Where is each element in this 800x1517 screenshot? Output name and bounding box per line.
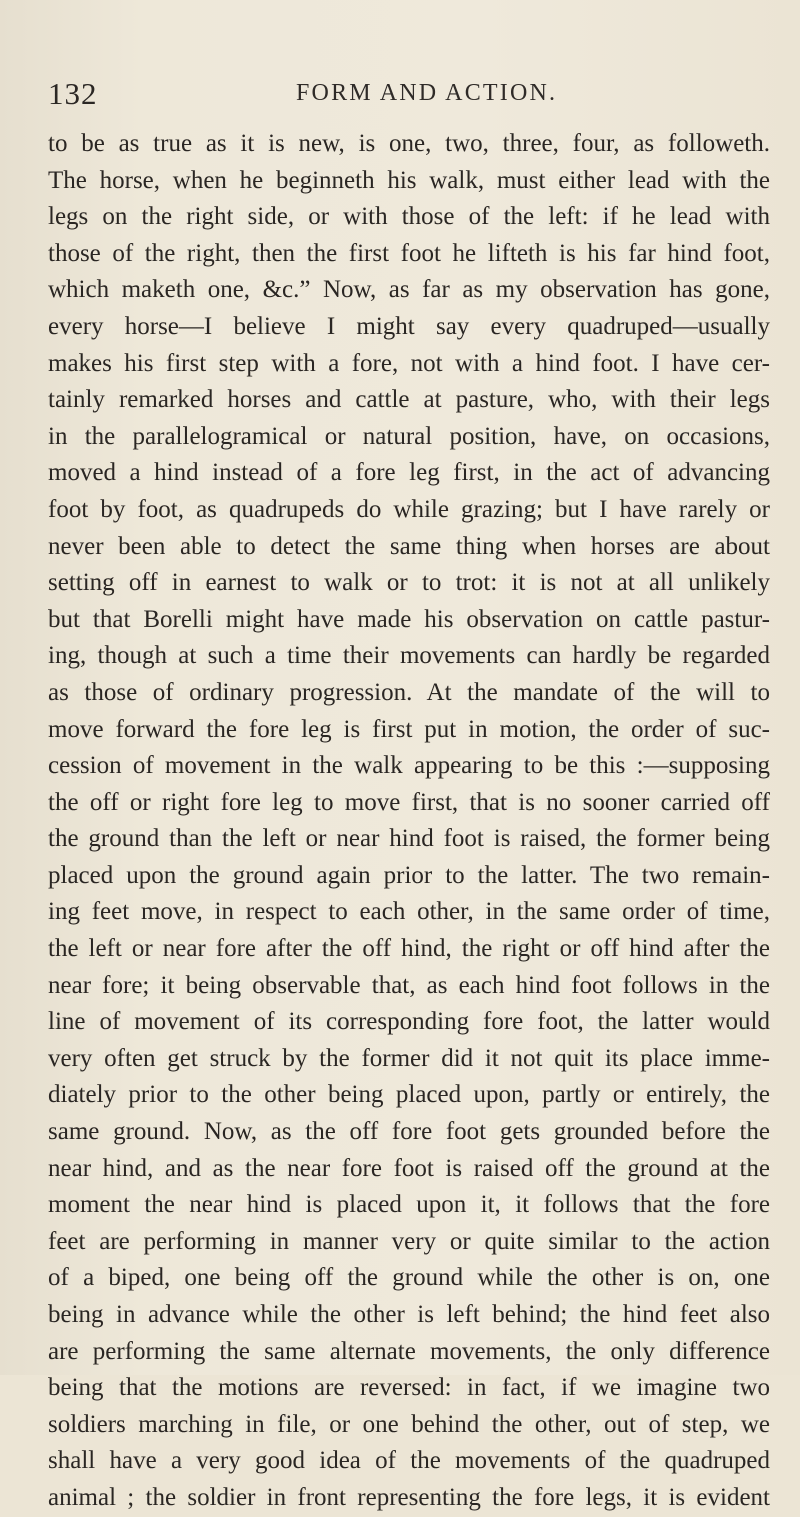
text-line: legs on the right side, or with those of the left: if he lead with xyxy=(48,203,770,231)
text-line: moment the near hind is placed upon it, it follows that the fore xyxy=(48,1191,770,1219)
text-line: being in advance while the other is left behind; the hind feet also xyxy=(48,1301,770,1328)
text-line: which maketh one, &c.” Now, as far as my observation has gone, xyxy=(48,276,770,304)
body-text xyxy=(48,126,770,1517)
text-line: soldiers marching in file, or one behind the other, out of step, we xyxy=(48,1410,770,1438)
text-line: makes his first step with a fore, not with a hind foot. I have cer- xyxy=(48,349,770,377)
text-line: same ground. Now, as the off fore foot gets grounded before the xyxy=(48,1118,770,1146)
text-line: ing, though at such a time their movements can hardly be regarded xyxy=(48,642,770,670)
text-line: being that the motions are reversed: in fact, if we imagine two xyxy=(48,1374,770,1402)
text-line: moved a hind instead of a fore leg first, in the act of advancing xyxy=(48,459,770,487)
text-line: never been able to detect the same thing when horses are about xyxy=(48,532,770,560)
text-line: foot by foot, as quadrupeds do while grazing; but I have rarely or xyxy=(48,495,770,523)
text-line: near fore; it being observable that, as each hind foot follows in the xyxy=(48,971,770,999)
running-head xyxy=(48,76,768,116)
text-line: move forward the fore leg is first put in motion, the order of suc- xyxy=(48,715,770,743)
running-title: FORM AND ACTION. xyxy=(296,80,558,106)
text-line: feet are performing in manner very or quite similar to the action xyxy=(48,1227,770,1255)
text-line: the ground than the left or near hind foot is raised, the former being xyxy=(48,825,770,853)
text-line: in the parallelogramical or natural position, have, on occasions, xyxy=(48,422,770,450)
text-line: shall have a very good idea of the movements of the quadruped xyxy=(48,1447,770,1475)
text-line: diately prior to the other being placed upon, partly or entirely, the xyxy=(48,1081,770,1109)
text-line: every horse—I believe I might say every quadruped—usually xyxy=(48,312,770,340)
text-line: cession of movement in the walk appearing to be this :—supposing xyxy=(48,752,770,780)
text-line: the off or right fore leg to move first, that is no sooner carried off xyxy=(48,788,770,816)
text-line: ing feet move, in respect to each other, in the same order of time, xyxy=(48,898,770,926)
text-line: The horse, when he beginneth his walk, must either lead with the xyxy=(48,166,770,194)
text-line: but that Borelli might have made his observation on cattle pastur- xyxy=(48,605,770,633)
text-line: animal ; the soldier in front representing the fore legs, it is evident xyxy=(48,1483,770,1511)
text-line: as those of ordinary progression. At the mandate of the will to xyxy=(48,678,770,706)
text-line: of a biped, one being off the ground while the other is on, one xyxy=(48,1264,770,1292)
text-line: the left or near fore after the off hind, the right or off hind after the xyxy=(48,935,770,963)
text-line: tainly remarked horses and cattle at pasture, who, with their legs xyxy=(48,386,770,414)
text-line: those of the right, then the first foot he lifteth is his far hind foot, xyxy=(48,239,770,267)
text-line: to be as true as it is new, is one, two, three, four, as followeth. xyxy=(48,130,770,157)
text-line: line of movement of its corresponding fore foot, the latter would xyxy=(48,1008,770,1036)
text-line: are performing the same alternate movements, the only difference xyxy=(48,1337,770,1365)
text-line: setting off in earnest to walk or to trot: it is not at all unlikely xyxy=(48,569,770,597)
text-line: very often get struck by the former did it not quit its place imme- xyxy=(48,1044,770,1072)
text-line: near hind, and as the near fore foot is raised off the ground at the xyxy=(48,1154,770,1182)
text-line: placed upon the ground again prior to the latter. The two remain- xyxy=(48,861,770,889)
page-number: 132 xyxy=(48,76,98,111)
